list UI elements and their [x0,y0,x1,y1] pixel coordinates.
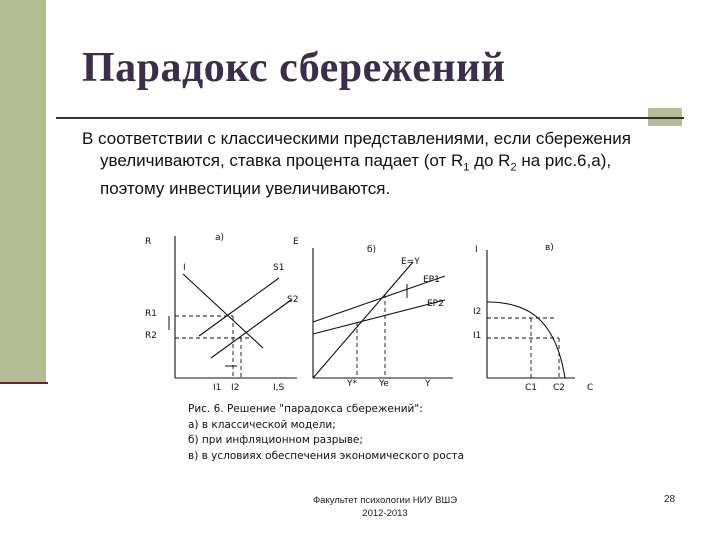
panel-b-label: б) [367,245,377,255]
panel-b-ystar-label: Y* [347,379,357,389]
panel-b-y-label: E [293,237,299,247]
panel-c-c1-label: C1 [525,383,538,393]
panel-a-i1-label: I1 [213,383,222,393]
subscript-r2: 2 [510,161,517,174]
title-divider [56,117,684,119]
decor-accent-line [0,382,48,384]
panel-c-y-label: I [475,245,478,255]
panel-a-s2-curve [211,300,291,358]
paragraph-line-2-text: увеличиваются, ставка процента падает (от R [100,151,464,170]
panel-b-ep2-label: EP2 [427,299,444,309]
page-number: 28 [664,494,676,505]
decor-sidebar-line [46,0,49,384]
panel-c-x-label: C [587,383,594,393]
panel-b-ye-label: Ye [379,379,389,389]
slide-title: Парадокс сбережений [82,45,506,91]
panel-a-s1-label: S1 [273,263,285,273]
caption-line-3: б) при инфляционном разрыве; [188,434,363,446]
panel-a-s2-label: S2 [287,295,299,305]
panel-a-i-curve-label: I [183,263,186,273]
panel-b-ep2-line [313,300,445,334]
panel-c-i1-label: I1 [473,331,482,341]
panel-b-45-label: E=Y [401,257,420,267]
caption-line-2: а) в классической модели; [188,418,336,431]
panel-a-x-label: I,S [273,383,285,393]
paragraph-line-1: В соответствии с классическими представлениями, если сбережения [82,129,631,148]
figure-diagrams [135,226,594,396]
caption-line-1: Рис. 6. Решение "парадокса сбережений": [188,403,423,415]
paragraph-line-3: поэтому инвестиции увеличиваются. [100,179,391,199]
panel-a-i2-label: I2 [231,383,240,393]
paragraph-line-2-mid: до R [469,151,511,170]
footer-line-2: 2012-2013 [362,508,408,519]
decor-sidebar [0,0,46,384]
paragraph-line-2 [82,150,692,178]
panel-c-ppf-curve [487,302,565,378]
panel-a-y-label: R [145,237,152,247]
footer-line-1: Факультет психологии НИУ ВШЭ [312,495,458,506]
subscript-r1: 1 [463,161,470,174]
caption-line-4: в) в условиях обеспечения экономического роста [188,449,465,462]
panel-b-45-line [313,262,413,378]
panel-b-x-label: Y [425,379,431,389]
panel-c-label: в) [545,243,554,253]
panel-a-investment-curve [183,274,263,348]
body-paragraph [82,128,692,200]
panel-a-r2-label: R2 [145,331,157,341]
footer [300,494,470,520]
panel-c-i2-label: I2 [473,307,482,317]
panel-a-label: а) [215,233,225,243]
figure-caption [184,400,606,466]
panel-a-s1-curve [199,278,279,336]
panel-b-ep1-label: EP1 [423,275,440,285]
panel-a-r1-label: R1 [145,309,157,319]
panel-c-c2-label: C2 [553,383,566,393]
paragraph-line-2-end: на рис.6,а), [516,151,612,170]
